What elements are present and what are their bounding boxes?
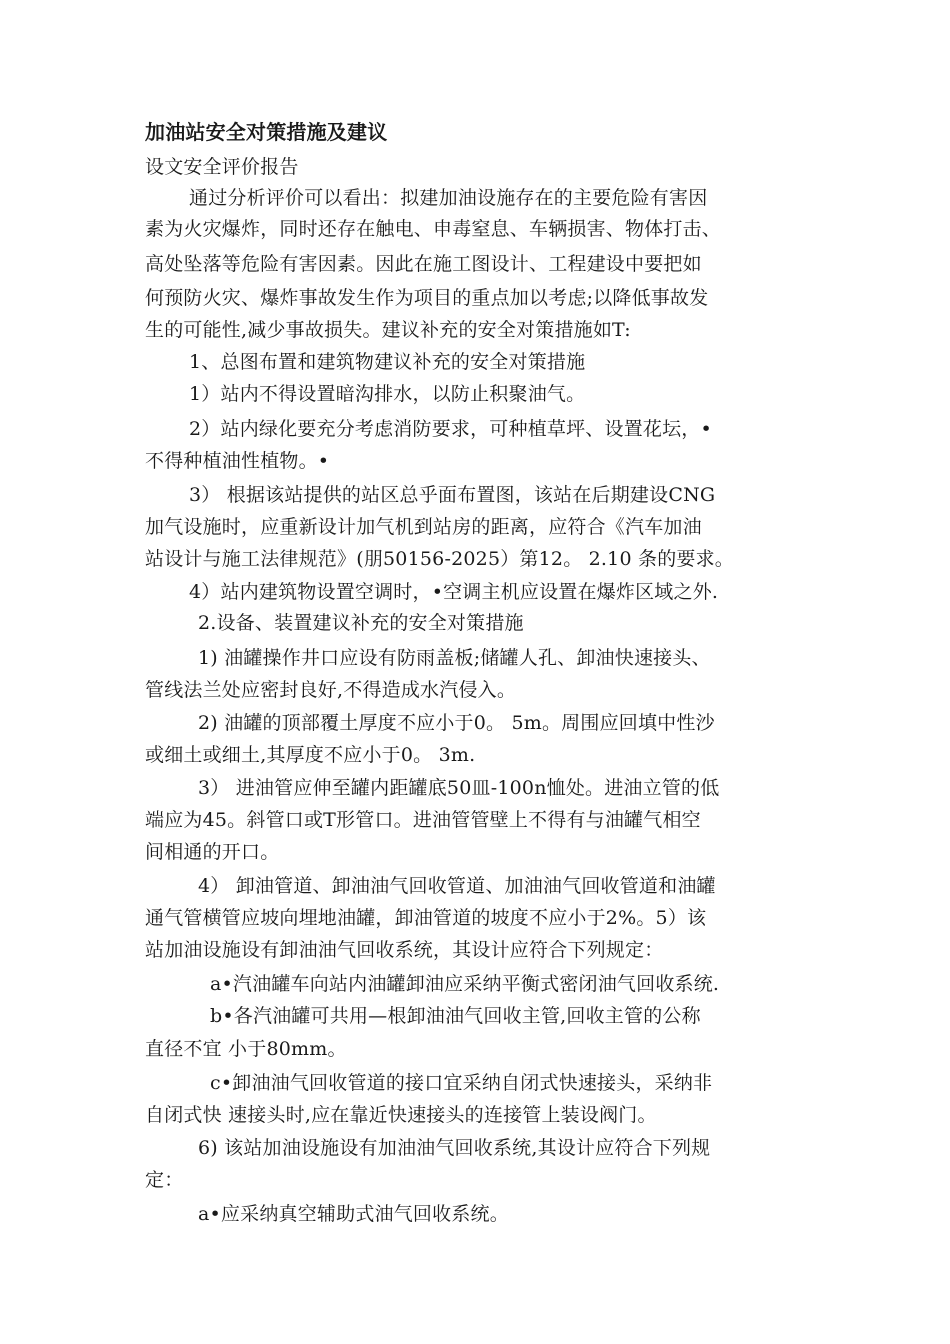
text-line: 4） 卸油管道、卸油油气回收管道、加油油气回收管道和油罐 <box>198 875 716 897</box>
text-line: 自闭式快 速接头时,应在靠近快速接头的连接管上装设阀门。 <box>145 1104 657 1126</box>
text-line: 1) 油罐操作井口应设有防雨盖板;储罐人孔、卸油快速接头、 <box>198 647 711 669</box>
text-line: 高处坠落等危险有害因素。因此在施工图设计、工程建设中要把如 <box>145 253 702 275</box>
document-subtitle: 设文安全评价报告 <box>145 156 299 178</box>
text-line: 何预防火灾、爆炸事故发生作为项目的重点加以考虑;以降低事故发 <box>145 287 709 309</box>
text-line: 管线法兰处应密封良好,不得造成水汽侵入。 <box>145 679 517 701</box>
text-line: a•汽油罐车向站内油罐卸油应采纳平衡式密闭油气回收系统. <box>210 973 720 995</box>
text-line: 间相通的开口。 <box>145 841 280 863</box>
section-heading: 2.设备、装置建议补充的安全对策措施 <box>198 612 524 634</box>
document-title: 加油站安全对策措施及建议 <box>145 120 388 144</box>
text-line: 定： <box>145 1169 184 1191</box>
text-line: 或细土或细土,其厚度不应小于0。 3m. <box>145 744 476 766</box>
text-line: 3） 进油管应伸至罐内距罐底50皿-100n恤处。进油立管的低 <box>198 777 720 799</box>
text-line: 通过分析评价可以看出：拟建加油设施存在的主要危险有害因 <box>189 187 708 209</box>
text-line: 直径不宜 小于80mm。 <box>145 1038 347 1060</box>
section-heading: 1、总图布置和建筑物建议补充的安全对策措施 <box>189 351 586 373</box>
text-line: b•各汽油罐可共用—根卸油油气回收主管,回收主管的公称 <box>210 1005 701 1027</box>
text-line: c•卸油油气回收管道的接口宜采纳自闭式快速接头，采纳非 <box>210 1072 713 1094</box>
text-line: 1）站内不得设置暗沟排水，以防止积聚油气。 <box>189 383 586 405</box>
text-line: 3） 根据该站提供的站区总乎面布置图，该站在后期建设CNG <box>189 484 716 506</box>
text-line: 6) 该站加油设施设有加油油气回收系统,其设计应符合下列规 <box>198 1137 711 1159</box>
text-line: 站加油设施设有卸油油气回收系统，其设计应符合下列规定： <box>145 939 664 961</box>
text-line: 通气管横管应坡向埋地油罐，卸油管道的坡度不应小于2%。5）该 <box>145 907 707 929</box>
text-line: 加气设施时，应重新设计加气机到站房的距离，应符合《汽车加油 <box>145 516 702 538</box>
text-line: 2）站内绿化要充分考虑消防要求，可种植草坪、设置花坛，• <box>189 418 712 440</box>
text-line: 生的可能性,减少事故损失。建议补充的安全对策措施如T: <box>145 319 631 341</box>
text-line: 端应为45。斜管口或T形管口。进油管管壁上不得有与油罐气相空 <box>145 809 701 831</box>
text-line: 不得种植油性植物。• <box>145 450 330 472</box>
text-line: 站设计与施工法律规范》(朋50156-2025）第12。 2.10 条的要求。 <box>145 548 734 570</box>
text-line: 2) 油罐的顶部覆土厚度不应小于0。 5m。周围应回填中性沙 <box>198 712 715 734</box>
text-line: a•应采纳真空辅助式油气回收系统。 <box>198 1203 509 1225</box>
text-line: 4）站内建筑物设置空调时，•空调主机应设置在爆炸区域之外. <box>189 581 719 603</box>
text-line: 素为火灾爆炸，同时还存在触电、申毒窒息、车辆损害、物体打击、 <box>145 218 722 240</box>
